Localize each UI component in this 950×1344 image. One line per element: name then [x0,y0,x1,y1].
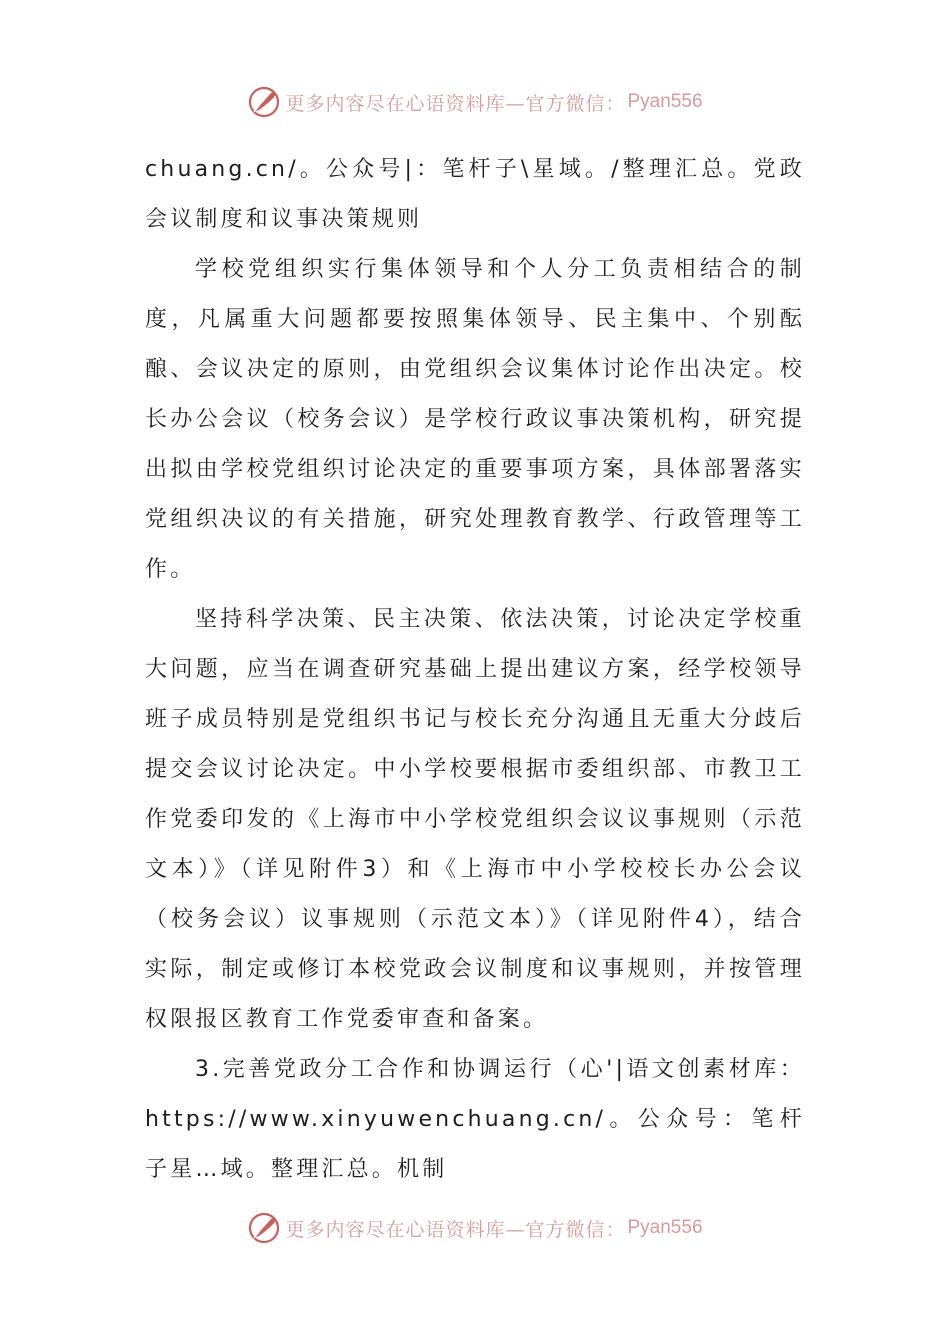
paragraph-collective-leadership: 学校党组织实行集体领导和个人分工负责相结合的制度，凡属重大问题都要按照集体领导、民主集中、个别酝酿、会议决定的原则，由党组织会议集体讨论作出决定。校长办公会议（校务会议）是学校行政议事决策机构，研究提出拟由学校党组织讨论决定的重要事项方案，具体部署落实党组织决议的有关措施，研究处理教育教学、行政管理等工作。 [145,257,805,582]
quill-logo-icon [247,85,281,119]
paragraph-decision-making: 坚持科学决策、民主决策、依法决策，讨论决定学校重大问题，应当在调查研究基础上提出建议方案，经学校领导班子成员特别是党组织书记与校长充分沟通且无重大分歧后提交会议讨论决定。中小学校要根据市委组织部、市教卫工作党委印发的《上海市中小学校党组织会议议事规则（示范文本）》（详见附件3）和《上海市中小学校校长办公会议（校务会议）议事规则（示范文本）》（详见附件4），结合实际，制定或修订本校党政会议制度和议事规则，并按管理权限报区教育工作党委审查和备案。 [145,607,805,1032]
footer-watermark-banner [0,1208,950,1248]
header-watermark-banner [0,82,950,122]
watermark-wechat-id: Pyan556 [627,91,703,112]
document-body [145,145,805,1195]
watermark-wechat-id: Pyan556 [627,1217,703,1238]
paragraph-section-3-heading: 3.完善党政分工合作和协调运行（心'|语文创素材库：https://www.xinyuwenchuang.cn/。公众号：笔杆子星…域。整理汇总。机制 [145,1057,805,1182]
quill-logo-icon [247,1211,281,1245]
watermark-text: 更多内容尽在心语资料库—官方微信： [285,1218,626,1241]
watermark-text: 更多内容尽在心语资料库—官方微信： [285,92,626,115]
paragraph-continuation: chuang.cn/。公众号|：笔杆子\星域。/整理汇总。党政会议制度和议事决策规则 [145,157,805,232]
